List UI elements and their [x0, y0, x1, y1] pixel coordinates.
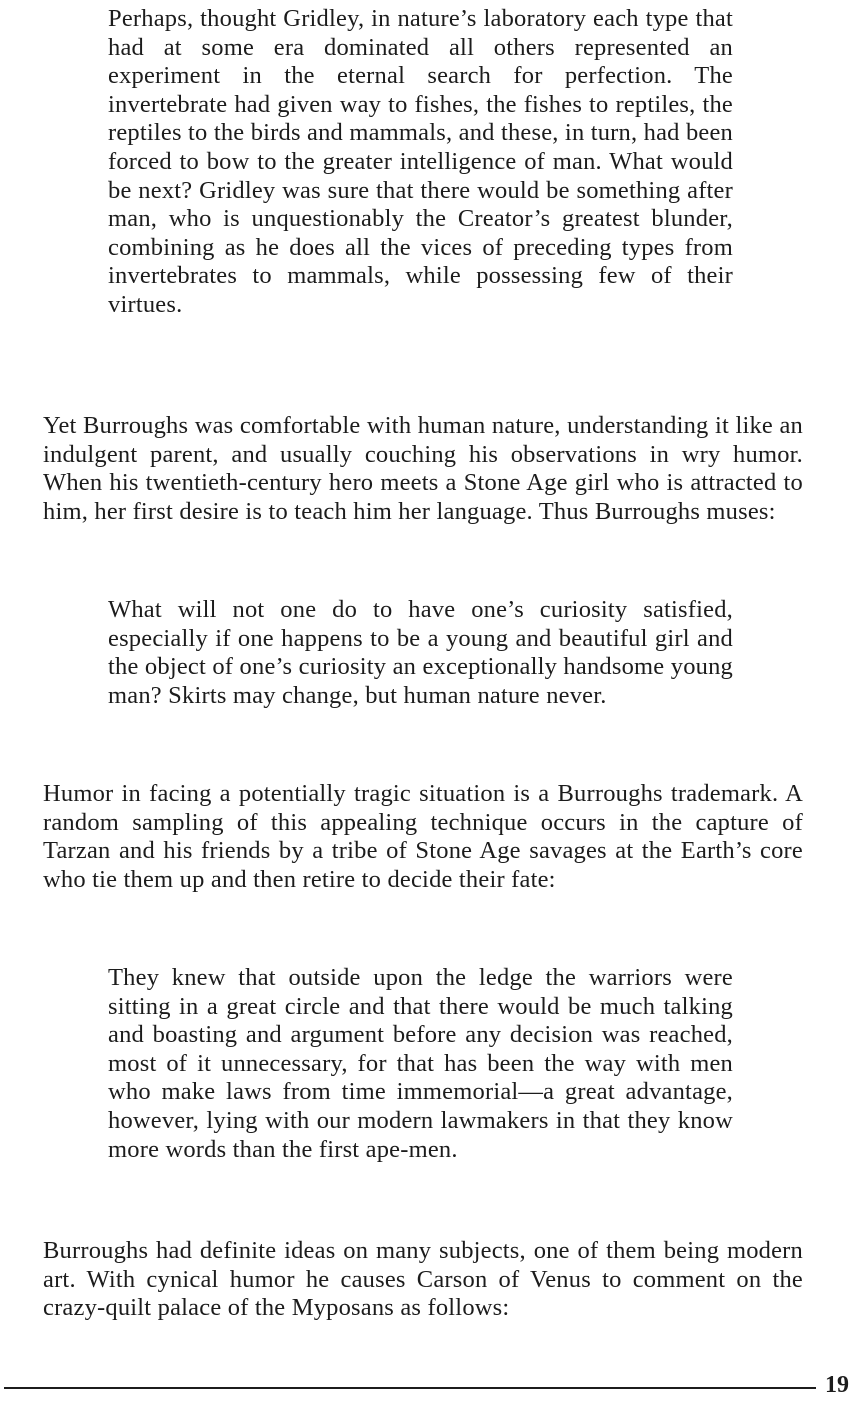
body-paragraph-humor: Humor in facing a potentially tragic situation is a Burroughs trademark. A random sampling of this appealing technique occurs in the capture of Tarzan and his friends by a tribe of Stone Age savages at the Earth’s core who tie them up and then retire to decide their fate: — [43, 780, 803, 893]
body-paragraph-human-nature: Yet Burroughs was comfortable with human nature, understanding it like an indulgent parent, and usually couching his observations in wry humor. When his twentieth-century hero meets a Stone Age girl who is attracted to him, her first desire is to teach him her language. Thus Burroughs muses: — [43, 412, 803, 525]
block-quote-curiosity: What will not one do to have one’s curiosity satisfied, especially if one happens to be a young and beautiful girl and the object of one’s curiosity an exceptionally handsome young man? Skirts may change, but human nature never. — [108, 596, 733, 709]
page-number: 19 — [825, 1372, 849, 1398]
footer-rule — [4, 1387, 816, 1389]
block-quote-warriors: They knew that outside upon the ledge the warriors were sitting in a great circle and that there would be much talking and boasting and argument before any decision was reached, most of it unnecessary, for that has been the way with men who make laws from time immemorial—a great advantage, however, lying with our modern lawmakers in that they know more words than the first ape-men. — [108, 964, 733, 1163]
block-quote-gridley: Perhaps, thought Gridley, in nature’s laboratory each type that had at some era dominated all others represented an experiment in the eternal search for perfection. The invertebrate had given way to fishes, the fishes to reptiles, the reptiles to the birds and mammals, and these, in turn, had been forced to bow to the greater intelligence of man. What would be next? Gridley was sure that there would be something after man, who is unquestionably the Creator’s greatest blunder, combining as he does all the vices of preceding types from invertebrates to mammals, while possessing few of their virtues. — [108, 5, 733, 318]
body-paragraph-modern-art: Burroughs had definite ideas on many subjects, one of them being modern art. With cynical humor he causes Carson of Venus to comment on the crazy-quilt palace of the Myposans as follows: — [43, 1237, 803, 1322]
